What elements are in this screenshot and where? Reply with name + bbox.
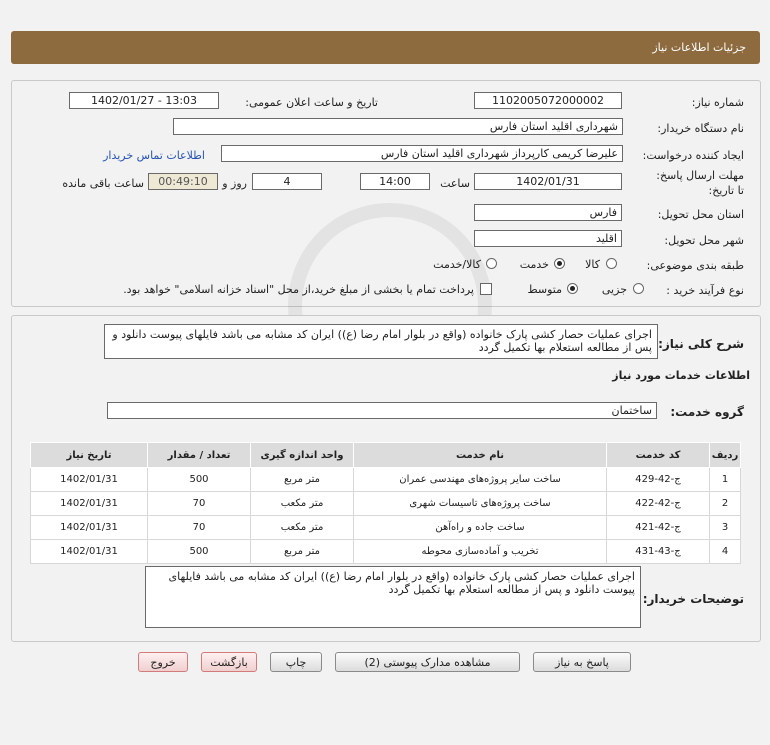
cell-need-date: 1402/01/31	[31, 492, 148, 516]
cell-quantity: 500	[148, 540, 251, 564]
cell-service-code: ج-43-431	[607, 540, 710, 564]
days-field[interactable]: 4	[252, 173, 322, 190]
cell-unit: متر مربع	[251, 540, 354, 564]
page-header	[11, 31, 760, 64]
cell-unit: متر مربع	[251, 468, 354, 492]
cell-unit: متر مکعب	[251, 492, 354, 516]
cell-need-date: 1402/01/31	[31, 516, 148, 540]
cell-quantity: 70	[148, 492, 251, 516]
time-label: ساعت	[440, 177, 470, 190]
category-goods-radio[interactable]	[606, 258, 617, 269]
cell-unit: متر مکعب	[251, 516, 354, 540]
cell-service-code: ج-42-429	[607, 468, 710, 492]
col-quantity: تعداد / مقدار	[148, 443, 251, 468]
category-goods-service-label: کالا/خدمت	[433, 258, 481, 271]
col-unit: واحد اندازه گیری	[251, 443, 354, 468]
cell-service-name: ساخت جاده و راه‌آهن	[354, 516, 607, 540]
process-medium-label: متوسط	[527, 283, 562, 296]
cell-service-name: تخریب و آماده‌سازی محوطه	[354, 540, 607, 564]
reply-button[interactable]: پاسخ به نیاز	[533, 652, 631, 672]
remaining-label: ساعت باقی مانده	[62, 177, 144, 190]
table-header-row	[31, 443, 741, 468]
page-title: جزئیات اطلاعات نیاز	[652, 41, 746, 54]
buyer-notes-label: توضیحات خریدار:	[642, 592, 744, 606]
treasury-payment-note: پرداخت تمام یا بخشی از مبلغ خرید،از محل "اسناد خزانه اسلامی" خواهد بود.	[123, 283, 474, 296]
process-minor-radio[interactable]	[633, 283, 644, 294]
col-service-name: نام خدمت	[354, 443, 607, 468]
summary-text[interactable]: اجرای عملیات حصار کشی پارک خانواده (واقع در بلوار امام رضا (ع)) ایران کد مشابه می باشد فایلهای پیوست دانلود و پس از مطالعه استعلام بها تکمیل گردد	[104, 324, 658, 359]
remaining-time-field: 00:49:10	[148, 173, 218, 190]
service-group-label: گروه خدمت:	[670, 405, 744, 419]
cell-service-name: ساخت پروژه‌های تاسیسات شهری	[354, 492, 607, 516]
category-service-radio[interactable]	[554, 258, 565, 269]
process-label: نوع فرآیند خرید :	[666, 284, 744, 297]
table-row[interactable]	[31, 540, 741, 564]
city-field[interactable]: اقلید	[474, 230, 622, 247]
cell-row-number: 3	[710, 516, 741, 540]
days-label: روز و	[222, 177, 247, 190]
province-label: استان محل تحویل:	[657, 208, 744, 221]
table-row[interactable]	[31, 492, 741, 516]
col-service-code: کد خدمت	[607, 443, 710, 468]
col-row-number: ردیف	[710, 443, 741, 468]
table-row[interactable]	[31, 468, 741, 492]
cell-row-number: 2	[710, 492, 741, 516]
cell-service-name: ساخت سایر پروژه‌های مهندسی عمران	[354, 468, 607, 492]
cell-row-number: 4	[710, 540, 741, 564]
deadline-date-field[interactable]: 1402/01/31	[474, 173, 622, 190]
buyer-notes-text[interactable]: اجرای عملیات حصار کشی پارک خانواده (واقع در بلوار امام رضا (ع)) ایران کد مشابه می باشد فایلهای پیوست دانلود و پس از مطالعه استعلام بها تکمیل گردد	[145, 566, 641, 628]
services-section-title: اطلاعات خدمات مورد نیاز	[612, 369, 750, 382]
details-panel	[11, 80, 761, 307]
creator-field[interactable]: علیرضا کریمی کارپرداز شهرداری اقلید استان فارس	[221, 145, 623, 162]
treasury-payment-checkbox[interactable]	[480, 283, 492, 295]
back-button[interactable]: بازگشت	[201, 652, 257, 672]
contact-buyer-link[interactable]: اطلاعات تماس خریدار	[103, 149, 205, 162]
cell-need-date: 1402/01/31	[31, 540, 148, 564]
announce-field[interactable]: 1402/01/27 - 13:03	[69, 92, 219, 109]
summary-label: شرح کلی نیاز:	[658, 337, 744, 351]
buyer-org-label: نام دستگاه خریدار:	[657, 122, 744, 135]
service-group-field[interactable]: ساختمان	[107, 402, 657, 419]
cell-service-code: ج-42-421	[607, 516, 710, 540]
deadline-time-field[interactable]: 14:00	[360, 173, 430, 190]
city-label: شهر محل تحویل:	[664, 234, 744, 247]
cell-need-date: 1402/01/31	[31, 468, 148, 492]
process-minor-label: جزیی	[601, 283, 627, 296]
category-label: طبقه بندی موضوعی:	[646, 259, 744, 272]
category-goods-service-radio[interactable]	[486, 258, 497, 269]
creator-label: ایجاد کننده درخواست:	[642, 149, 744, 162]
exit-button[interactable]: خروج	[138, 652, 188, 672]
cell-quantity: 70	[148, 516, 251, 540]
deadline-label: مهلت ارسال پاسخ: تا تاریخ:	[656, 169, 744, 197]
cell-quantity: 500	[148, 468, 251, 492]
need-number-label: شماره نیاز:	[691, 96, 744, 109]
need-number-field[interactable]: 1102005072000002	[474, 92, 622, 109]
table-row[interactable]	[31, 516, 741, 540]
category-goods-label: کالا	[585, 258, 600, 271]
province-field[interactable]: فارس	[474, 204, 622, 221]
process-medium-radio[interactable]	[567, 283, 578, 294]
buyer-org-field[interactable]: شهرداری اقلید استان فارس	[173, 118, 623, 135]
services-table	[30, 442, 741, 564]
col-need-date: تاریخ نیاز	[31, 443, 148, 468]
announce-label: تاریخ و ساعت اعلان عمومی:	[245, 96, 378, 109]
attachments-button[interactable]: مشاهده مدارک پیوستی (2)	[335, 652, 520, 672]
category-service-label: خدمت	[519, 258, 549, 271]
cell-row-number: 1	[710, 468, 741, 492]
print-button[interactable]: چاپ	[270, 652, 322, 672]
cell-service-code: ج-42-422	[607, 492, 710, 516]
